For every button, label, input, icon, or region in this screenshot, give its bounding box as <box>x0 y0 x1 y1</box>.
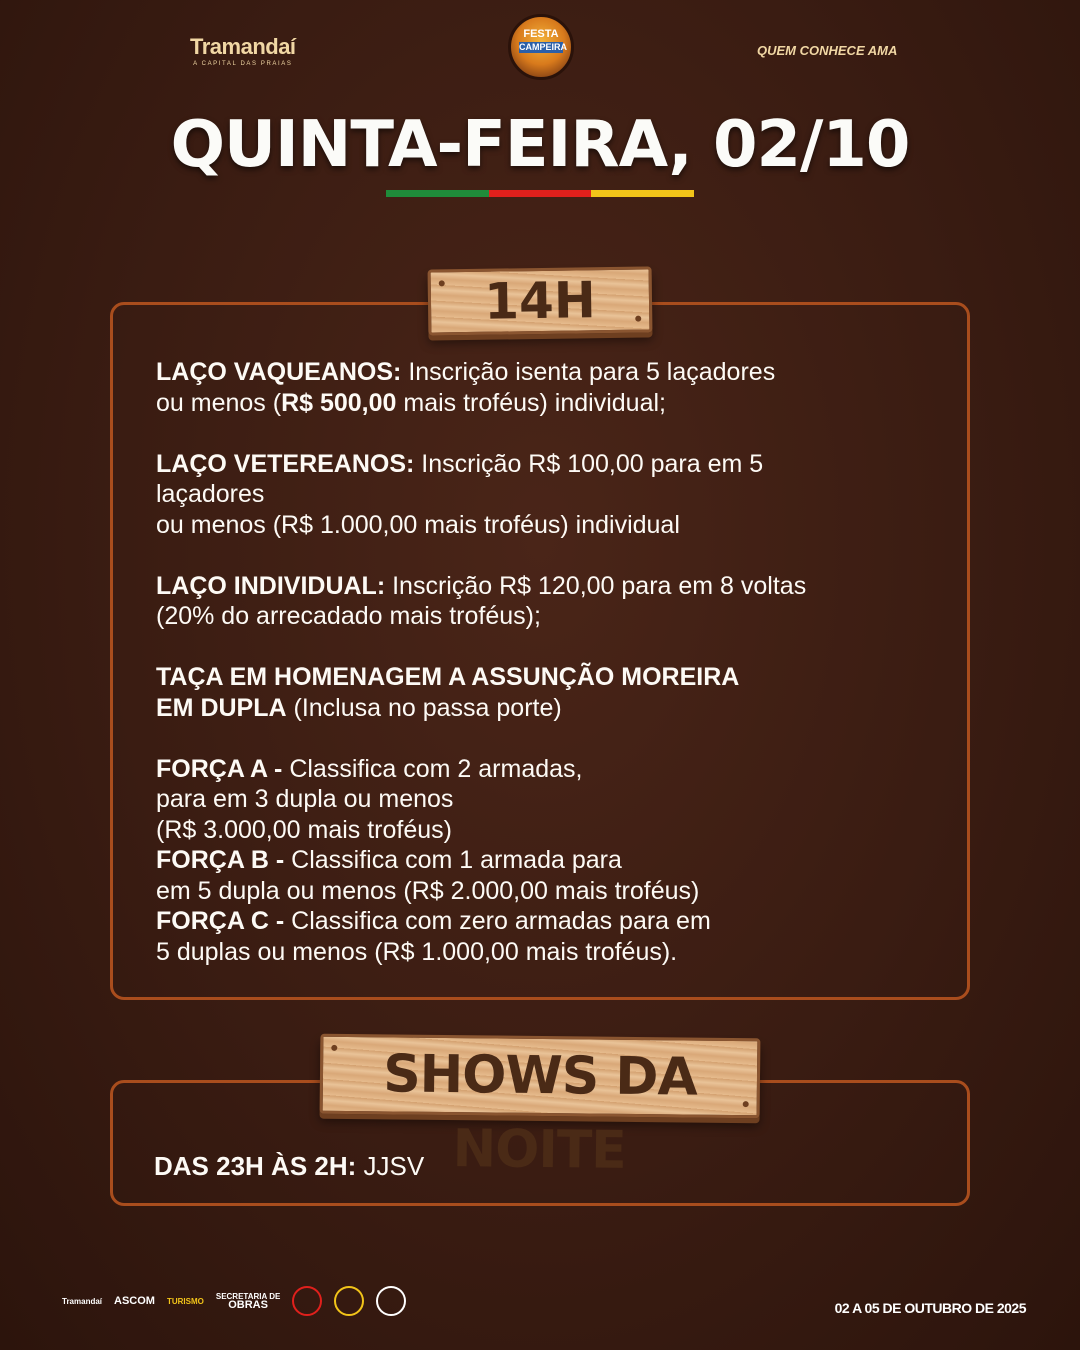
event-logo-line2: CAMPEIRA <box>519 42 568 52</box>
item-price: R$ 500,00 <box>281 388 397 417</box>
flag-red-stripe <box>489 190 592 197</box>
item-text: Inscrição R$ 120,00 para em 8 voltas <box>385 571 807 600</box>
tramandai-brand-name: Tramandaí <box>190 34 296 59</box>
item-text: (R$ 3.000,00 mais troféus) <box>156 815 452 844</box>
item-text: Classifica com 1 armada para <box>291 846 622 874</box>
tramandai-tagline: A CAPITAL DAS PRAIAS <box>193 61 293 67</box>
item-text: (20% do arrecadado mais troféus); <box>156 602 541 630</box>
logo-text: Tramandaí <box>62 1296 103 1306</box>
slogan: QUEM CONHECE AMA <box>757 43 898 58</box>
item-text: ou menos (R$ 1.000,00 mais troféus) individual <box>156 510 680 539</box>
logo-text: TURISMO <box>166 1296 204 1306</box>
item-text: laçadores <box>156 480 265 508</box>
tramandai-logo <box>190 34 296 67</box>
event-item <box>156 845 896 906</box>
nail-icon <box>635 316 641 322</box>
obras-logo <box>216 1292 280 1310</box>
item-text: mais troféus) individual; <box>396 388 666 417</box>
item-heading: LAÇO VETEREANOS: <box>156 449 415 478</box>
shows-schedule <box>154 1150 424 1182</box>
schedule-content <box>156 357 896 967</box>
flag-color-bar <box>386 190 694 197</box>
item-text: (Inclusa no passa porte) <box>286 693 562 722</box>
nail-icon <box>439 280 445 286</box>
event-item <box>156 662 896 723</box>
logo-text: ASCOM <box>114 1294 155 1307</box>
item-text: para em 3 dupla ou menos <box>156 785 454 813</box>
emblem-logo <box>292 1286 322 1316</box>
event-logo-line1: FESTA <box>523 28 559 40</box>
item-heading: EM DUPLA <box>156 693 287 722</box>
item-text: 5 duplas ou menos (R$ 1.000,00 mais troféus). <box>156 937 678 966</box>
item-text: Classifica com zero armadas para em <box>291 907 711 935</box>
logo-text: SECRETARIA DE <box>215 1292 281 1301</box>
item-heading: TAÇA EM HOMENAGEM A ASSUNÇÃO MOREIRA <box>156 663 740 691</box>
item-text: ou menos ( <box>156 388 282 417</box>
ascom-logo <box>114 1294 155 1307</box>
show-artist: JJSV <box>356 1151 425 1181</box>
sponsor-logos <box>62 1282 406 1320</box>
emblem-logo <box>334 1286 364 1316</box>
event-item <box>156 906 896 967</box>
nail-icon <box>743 1101 749 1107</box>
item-heading: FORÇA C - <box>156 907 292 935</box>
plank-label: SHOWS DA NOITE <box>382 1044 698 1181</box>
item-heading: FORÇA A - <box>156 754 290 783</box>
show-time: DAS 23H ÀS 2H: <box>154 1151 357 1181</box>
event-item <box>156 449 896 541</box>
turismo-logo <box>167 1297 204 1306</box>
header <box>0 0 1080 100</box>
emblem-logo <box>376 1286 406 1316</box>
nail-icon <box>331 1045 337 1051</box>
item-heading: LAÇO VAQUEANOS: <box>156 358 402 386</box>
item-text: Classifica com 2 armadas, <box>289 754 583 783</box>
flag-green-stripe <box>386 190 489 197</box>
event-item <box>156 754 896 846</box>
tramandai-footer-logo <box>62 1297 102 1306</box>
event-item <box>156 357 896 418</box>
flag-yellow-stripe <box>591 190 694 197</box>
event-dates: 02 A 05 DE OUTUBRO DE 2025 <box>834 1300 1026 1316</box>
logo-text: OBRAS <box>228 1299 268 1311</box>
page-title: QUINTA-FEIRA, 02/10 <box>170 108 910 182</box>
item-text: em 5 dupla ou menos (R$ 2.000,00 mais troféus) <box>156 876 700 905</box>
event-item <box>156 571 896 632</box>
item-heading: LAÇO INDIVIDUAL: <box>156 571 386 600</box>
item-heading: FORÇA B - <box>156 846 292 874</box>
time-plank-14h <box>428 266 653 335</box>
item-text: Inscrição isenta para 5 laçadores <box>401 358 776 386</box>
festa-campeira-logo <box>508 14 574 80</box>
plank-label: 14H <box>483 271 597 331</box>
item-text: Inscrição R$ 100,00 para em 5 <box>414 449 764 478</box>
